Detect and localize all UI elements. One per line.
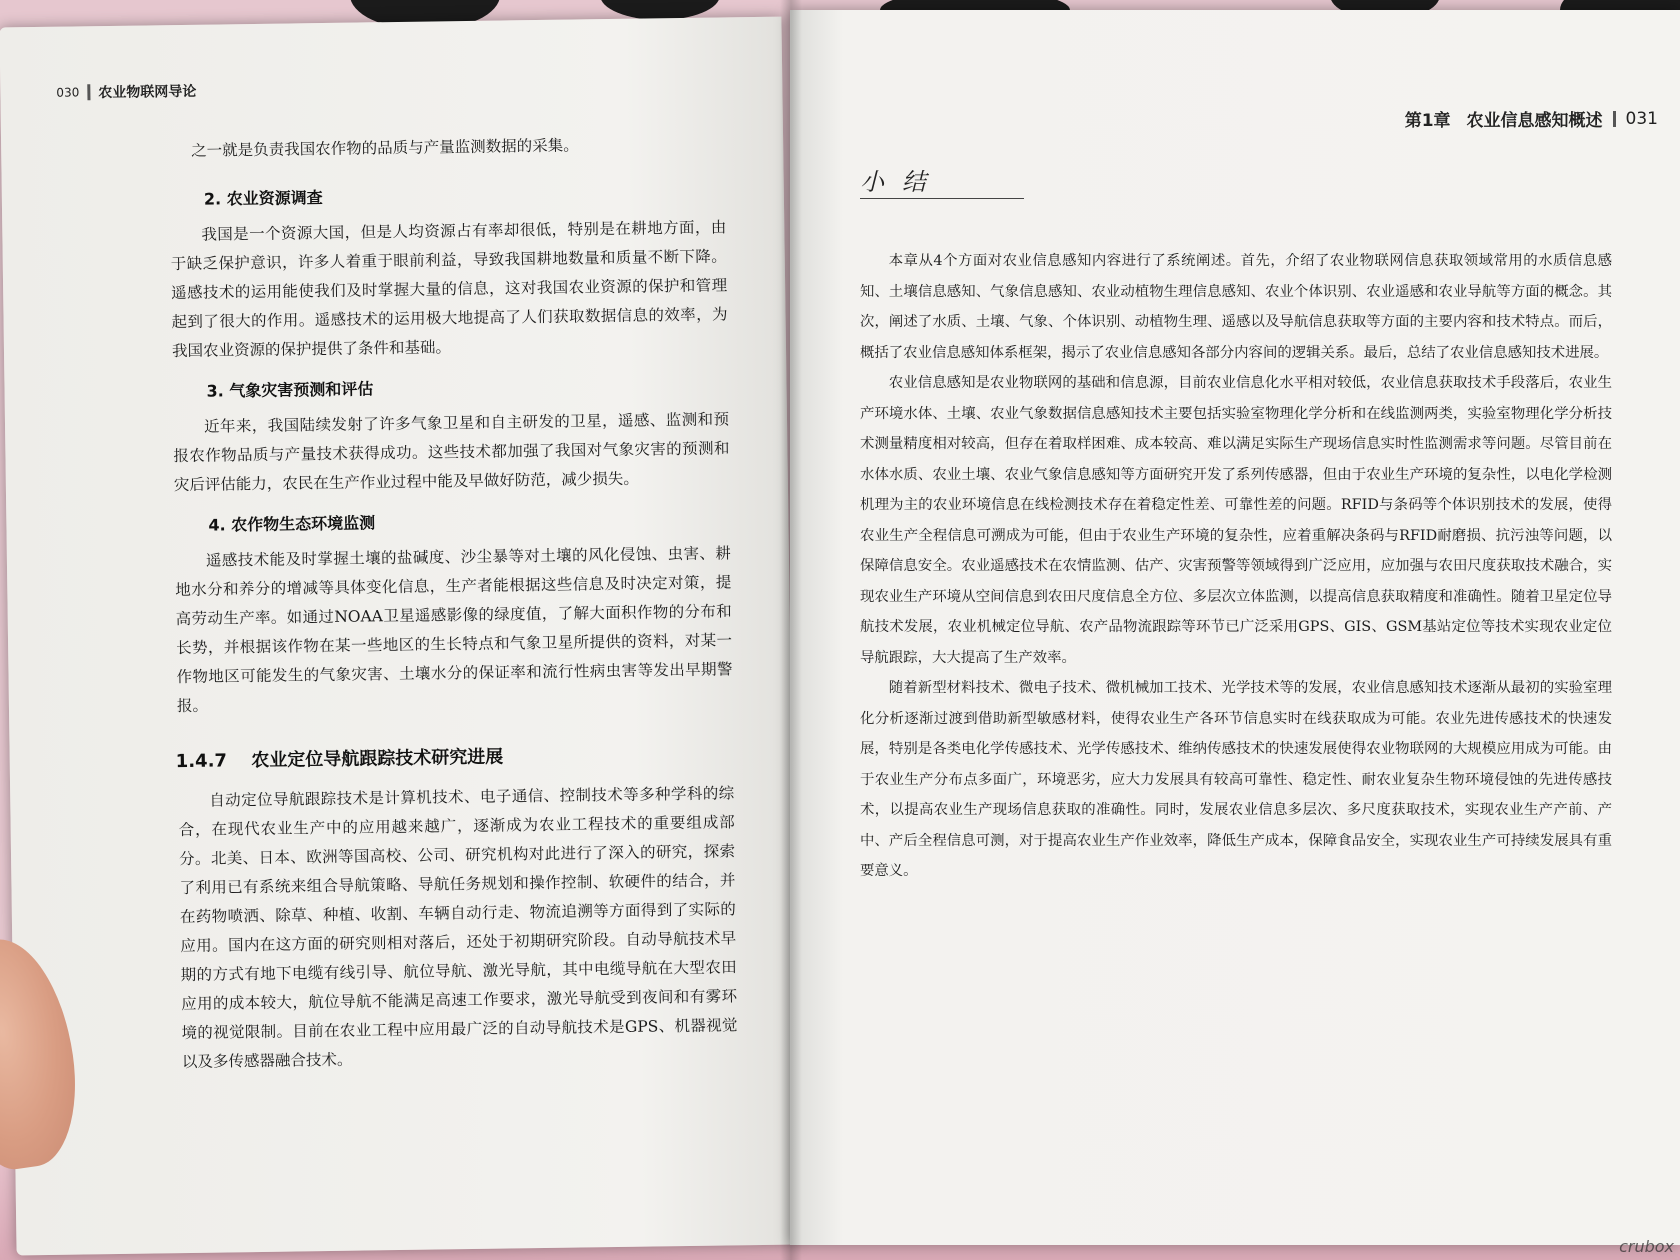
continuation-text [191, 130, 711, 166]
section-title: 农业定位导航跟踪技术研究进展 [251, 746, 504, 772]
left-page-number: 030 [56, 85, 80, 100]
summary-body [860, 246, 1612, 887]
summary-paragraph: 本章从4个方面对农业信息感知内容进行了系统阐述。首先，介绍了农业物联网信息获取领域常用的水质信息感知、土壤信息感知、气象信息感知、农业动植物生理信息感知、农业个体识别、农业遥感和农业导航等方面的概念。其次，阐述了水质、土壤、气象、个体识别、动植物生理、遥感以及导航信息获取等方面的主要内容和技术特点。而后，概括了农业信息感知体系框架，揭示了农业信息感知各部分内容间的逻辑关系。最后，总结了农业信息感知技术进展。 [860, 253, 1612, 361]
summary-title: 小结 [860, 168, 944, 196]
paragraph: 自动定位导航跟踪技术是计算机技术、电子通信、控制技术等多种学科的综合，在现代农业生产中的应用越来越广，逐渐成为农业工程技术的重要组成部分。北美、日本、欧洲等国高校、公司、研究机构对此进行了深入的研究，探索了利用已有系统来组合导航策略、导航任务规划和操作控制、软硬件的结合，并在药物喷洒、除草、种植、收割、车辆自动行走、物流追溯等方面得到了实际的应用。国内在这方面的研究则相对落后，还处于初期研究阶段。自动导航技术早期的方式有地下电缆有线引导、航位导航、激光导航，其中电缆导航在大型农田应用的成本较大，航位导航不能满足高速工作要求，激光导航受到夜间和有雾环境的视觉限制。目前在农业工程中应用最广泛的自动导航技术是GPS、机器视觉以及多传感器融合技术。 [178, 784, 738, 1072]
header-separator [87, 84, 90, 100]
left-page [0, 17, 799, 1256]
sub-heading-2: 2. 农业资源调查 [203, 188, 323, 209]
sub-text-3 [173, 405, 730, 500]
header-separator [1613, 111, 1616, 127]
right-page [790, 10, 1680, 1245]
section-number: 1.4.7 [175, 750, 228, 773]
paragraph: 遥感技术能及时掌握土壤的盐碱度、沙尘暴等对土壤的风化侵蚀、虫害、耕地水分和养分的增减等具体变化信息，生产者能根据这些信息及时决定对策，提高劳动生产率。如通过NOAA卫星遥感影像的绿度值，了解大面积作物的分布和长势，并根据该作物在某一些地区的生长特点和气象卫星所提供的资料，对某一作物地区可能发生的气象灾害、土壤水分的保证率和流行性病虫害等发出早期警报。 [175, 544, 733, 716]
right-page-number: 031 [1625, 108, 1658, 129]
sub-text-4 [175, 539, 733, 721]
chapter-title: 农业信息感知概述 [1466, 111, 1603, 131]
section-heading [176, 743, 504, 774]
paragraph: 近年来，我国陆续发射了许多气象卫星和自主研发的卫星，遥感、监测和预报农作物品质与产量技术获得成功。这些技术都加强了我国对气象灾害的预测和灾后评估能力，农民在生产作业过程中能及早做好防范，减少损失。 [173, 410, 730, 495]
summary-paragraph: 随着新型材料技术、微电子技术、微机械加工技术、光学技术等的发展，农业信息感知技术逐渐从最初的实验室理化分析逐渐过渡到借助新型敏感材料，使得农业生产各环节信息实时在线获取成为可能。农业先进传感技术的快速发展，特别是各类电化学传感技术、光学传感技术、维纳传感技术的快速发展使得农业物联网的大规模应用成为可能。由于农业生产分布点多面广，环境恶劣，应大力发展具有较高可靠性、稳定性、耐农业复杂生物环境侵蚀的先进传感技术，以提高农业生产现场信息获取的准确性。同时，发展农业信息多层次、多尺度获取技术，实现农业生产产前、产中、产后全程信息可测，对于提高农业生产作业效率，降低生产成本，保障食品安全，实现农业生产可持续发展具有重要意义。 [860, 680, 1612, 879]
section-text [178, 779, 738, 1077]
left-running-header [56, 81, 196, 103]
sub-text-2 [170, 213, 728, 366]
paragraph: 我国是一个资源大国，但是人均资源占有率却很低，特别是在耕地方面，由于缺乏保护意识，许多人着重于眼前利益，导致我国耕地数量和质量不断下降。遥感技术的运用能使我们及时掌握大量的信息，这对我国农业资源的保护和管理起到了很大的作用。遥感技术的运用极大地提高了人们获取数据信息的效率，为我国农业资源的保护提供了条件和基础。 [170, 218, 728, 361]
watermark: crubox [1619, 1237, 1674, 1256]
book-title: 农业物联网导论 [98, 83, 197, 102]
summary-underline [860, 198, 1024, 199]
right-running-header [1405, 106, 1658, 131]
summary-paragraph: 农业信息感知是农业物联网的基础和信息源，目前农业信息化水平相对较低，农业信息获取技术手段落后，农业生产环境水体、土壤、农业气象数据信息感知技术主要包括实验室物理化学分析和在线监测两类，实验室物理化学分析技术测量精度相对较高，但存在着取样困难、成本较高、难以满足实际生产现场信息实时性监测需求等问题。尽管目前在水体水质、农业土壤、农业气象信息感知等方面研究开发了系列传感器，但由于农业生产环境的复杂性，以电化学检测机理为主的农业环境信息在线检测技术存在着稳定性差、可靠性差的问题。RFID与条码等个体识别技术的发展，使得农业生产全程信息可溯成为可能，但由于农业生产环境的复杂性，应着重解决条码与RFID耐磨损、抗污浊等问题，以保障信息安全。农业遥感技术在农情监测、估产、灾害预警等领域得到广泛应用，应加强与农田尺度获取技术融合，实现农业生产环境从空间信息到农田尺度信息全方位、多层次立体监测，以提高信息获取精度和准确性。随着卫星定位导航技术发展，农业机械定位导航、农产品物流跟踪等环节已广泛采用GPS、GIS、GSM基站定位等技术实现农业定位导航跟踪，大大提高了生产效率。 [860, 375, 1612, 666]
continuation-paragraph: 之一就是负责我国农作物的品质与产量监测数据的采集。 [191, 136, 579, 160]
sub-heading-4: 4. 农作物生态环境监测 [208, 513, 376, 535]
book-spine-shadow [780, 0, 802, 1260]
chapter-number: 第1章 [1404, 111, 1451, 131]
sub-heading-3: 3. 气象灾害预测和评估 [206, 379, 374, 401]
